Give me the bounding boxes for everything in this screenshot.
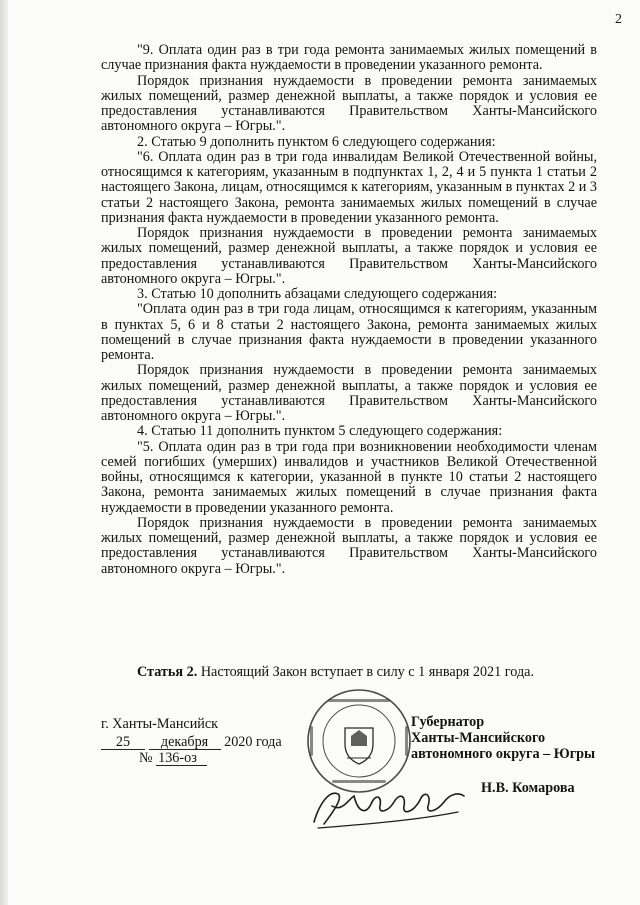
signing-city: г. Ханты-Мансийск bbox=[101, 716, 219, 732]
scan-edge bbox=[0, 0, 8, 905]
law-body bbox=[101, 43, 597, 577]
law-number bbox=[139, 750, 207, 767]
article-2 bbox=[101, 664, 597, 680]
signatory-name: Н.В. Комарова bbox=[481, 780, 575, 796]
paragraph: Порядок признания нуждаемости в проведении ремонта занимаемых жилых помещений, размер денежной выплаты, а также порядок и условия ее предоставления устанавливаются Правительством Ханты-Мансийского автономного округа – Югры.". bbox=[101, 514, 597, 577]
paragraph: Порядок признания нуждаемости в проведении ремонта занимаемых жилых помещений, размер денежной выплаты, а также порядок и условия ее предоставления устанавливаются Правительством Ханты-Мансийского автономного округа – Югры.". bbox=[101, 72, 597, 135]
handwritten-signature bbox=[308, 772, 470, 834]
paragraph: 3. Статью 10 дополнить абзацами следующего содержания: bbox=[137, 286, 498, 302]
title-line: автономного округа – Югры bbox=[411, 746, 596, 762]
date-day: 25 bbox=[101, 736, 145, 750]
signatory-title bbox=[411, 714, 595, 762]
article-text: Настоящий Закон вступает в силу с 1 января 2021 года. bbox=[200, 664, 535, 680]
article-label: Статья 2. bbox=[137, 664, 198, 680]
paragraph: "5. Оплата один раз в три года при возникновении необходимости членам семей погибших (умерших) инвалидов и участников Великой Отечественной войны, относящимся к категории, указанной в пункте 10 статьи 2 настоящего Закона, ремонта занимаемых жилых помещений в случае признания факта нуждаемости в проведении указанного ремонта. bbox=[101, 438, 597, 516]
number-value: 136-оз bbox=[156, 752, 207, 766]
paragraph: 4. Статью 11 дополнить пунктом 5 следующего содержания: bbox=[137, 423, 503, 440]
paragraph: 2. Статью 9 дополнить пунктом 6 следующего содержания: bbox=[137, 133, 496, 150]
signing-date bbox=[101, 734, 282, 751]
page-number: 2 bbox=[615, 12, 622, 27]
paragraph: "9. Оплата один раз в три года ремонта занимаемых жилых помещений в случае признания факта нуждаемости в проведении указанного ремонта. bbox=[101, 42, 597, 74]
title-line: Ханты-Мансийского bbox=[411, 730, 546, 746]
title-line: Губернатор bbox=[411, 714, 485, 730]
paragraph: "6. Оплата один раз в три года инвалидам Великой Отечественной войны, относящимся к категориям, указанным в подпунктах 1, 2, 4 и 5 пункта 1 статьи 2 настоящего Закона, лицам, относящимся к категориям, указанным в пунктах 2 и 3 статьи 2 настоящего Закона, ремонта занимаемых жилых помещений в случае признания факта нуждаемости в проведении указанного ремонта. bbox=[101, 148, 598, 226]
paragraph: Порядок признания нуждаемости в проведении ремонта занимаемых жилых помещений, размер денежной выплаты, а также порядок и условия ее предоставления устанавливаются Правительством Ханты-Мансийского автономного округа – Югры.". bbox=[101, 225, 597, 287]
number-sign: № bbox=[139, 750, 153, 766]
date-year: 2020 года bbox=[224, 734, 282, 750]
paragraph: Порядок признания нуждаемости в проведении ремонта занимаемых жилых помещений, размер денежной выплаты, а также порядок и условия ее предоставления устанавливаются Правительством Ханты-Мансийского автономного округа – Югры.". bbox=[101, 362, 597, 424]
date-month: декабря bbox=[149, 736, 221, 750]
paragraph: "Оплата один раз в три года лицам, относящимся к категориям, указанным в пунктах 5, 6 и 8 статьи 2 настоящего Закона, ремонта занимаемых жилых помещений в случае признания факта нуждаемости в проведении указанного ремонта. bbox=[101, 301, 597, 363]
